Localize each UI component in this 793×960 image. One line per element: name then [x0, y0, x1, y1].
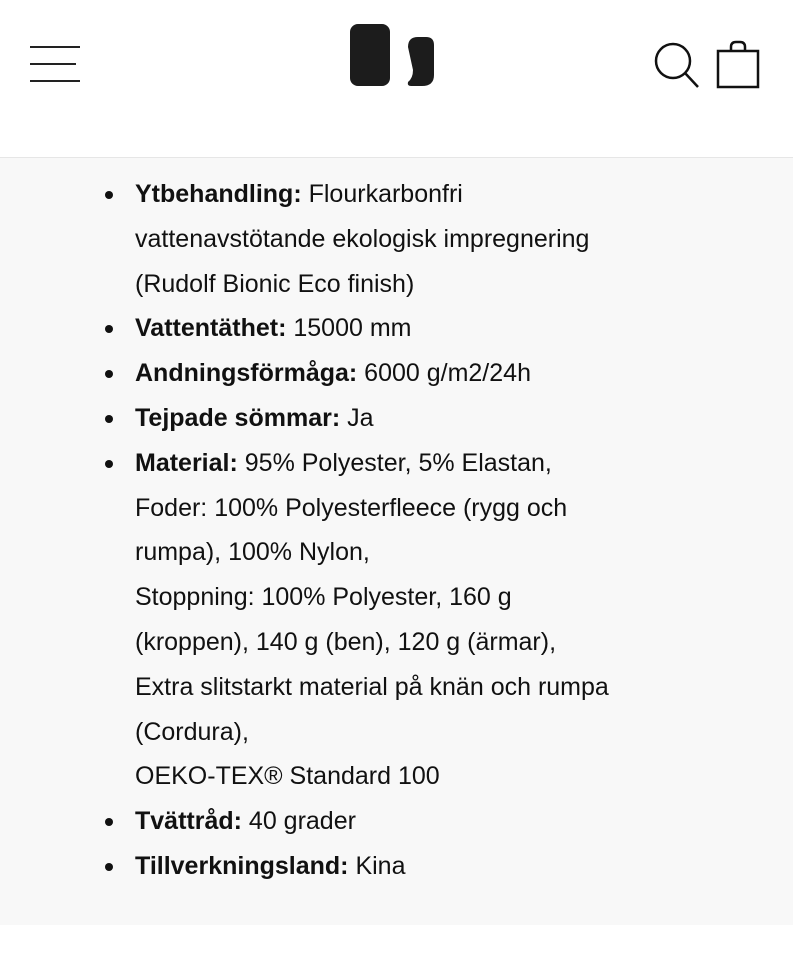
spec-value: Flourkarbonfri — [308, 180, 463, 208]
spec-value: Extra slitstarkt material på knän och rumpa — [135, 672, 609, 701]
brand-logo[interactable] — [348, 23, 444, 87]
spec-value: 40 grader — [248, 807, 356, 836]
spec-value: 95% Polyester, 5% Elastan, — [244, 448, 552, 477]
spec-value: Kina — [355, 851, 406, 880]
spec-value: vattenavstötande ekologisk impregnering — [135, 224, 590, 253]
spec-label: Vattentäthet: — [135, 314, 287, 343]
spec-value: rumpa), 100% Nylon, — [135, 538, 370, 567]
spec-value: (Rudolf Bionic Eco finish) — [135, 269, 415, 298]
spec-label: Tillverkningsland: — [135, 851, 349, 880]
spec-item — [135, 351, 735, 396]
site-header — [0, 0, 793, 158]
spec-label: Ytbehandling: — [135, 180, 302, 208]
spec-value: (Cordura), — [135, 717, 249, 746]
spec-item — [135, 172, 735, 306]
spec-item — [135, 441, 735, 799]
spec-value: 15000 mm — [293, 314, 412, 343]
product-specs-panel — [0, 158, 793, 925]
spec-item — [135, 844, 735, 889]
hamburger-menu-icon[interactable] — [30, 46, 80, 82]
spec-value: Ja — [347, 403, 374, 432]
spec-label: Tvättråd: — [135, 807, 242, 836]
spec-label: Tejpade sömmar: — [135, 403, 341, 432]
spec-label: Andningsförmåga: — [135, 359, 358, 388]
spec-item — [135, 396, 735, 441]
spec-label: Material: — [135, 448, 238, 477]
shopping-bag-icon[interactable] — [716, 40, 762, 90]
spec-value: 6000 g/m2/24h — [364, 359, 531, 388]
search-icon[interactable] — [654, 42, 700, 88]
specs-list — [135, 172, 735, 889]
spec-value: Foder: 100% Polyesterfleece (rygg och — [135, 493, 568, 522]
spec-value: (kroppen), 140 g (ben), 120 g (ärmar), — [135, 627, 557, 656]
spec-value: Stoppning: 100% Polyester, 160 g — [135, 583, 512, 612]
spec-item — [135, 799, 735, 844]
spec-item — [135, 306, 735, 351]
spec-value: OEKO-TEX® Standard 100 — [135, 762, 440, 791]
